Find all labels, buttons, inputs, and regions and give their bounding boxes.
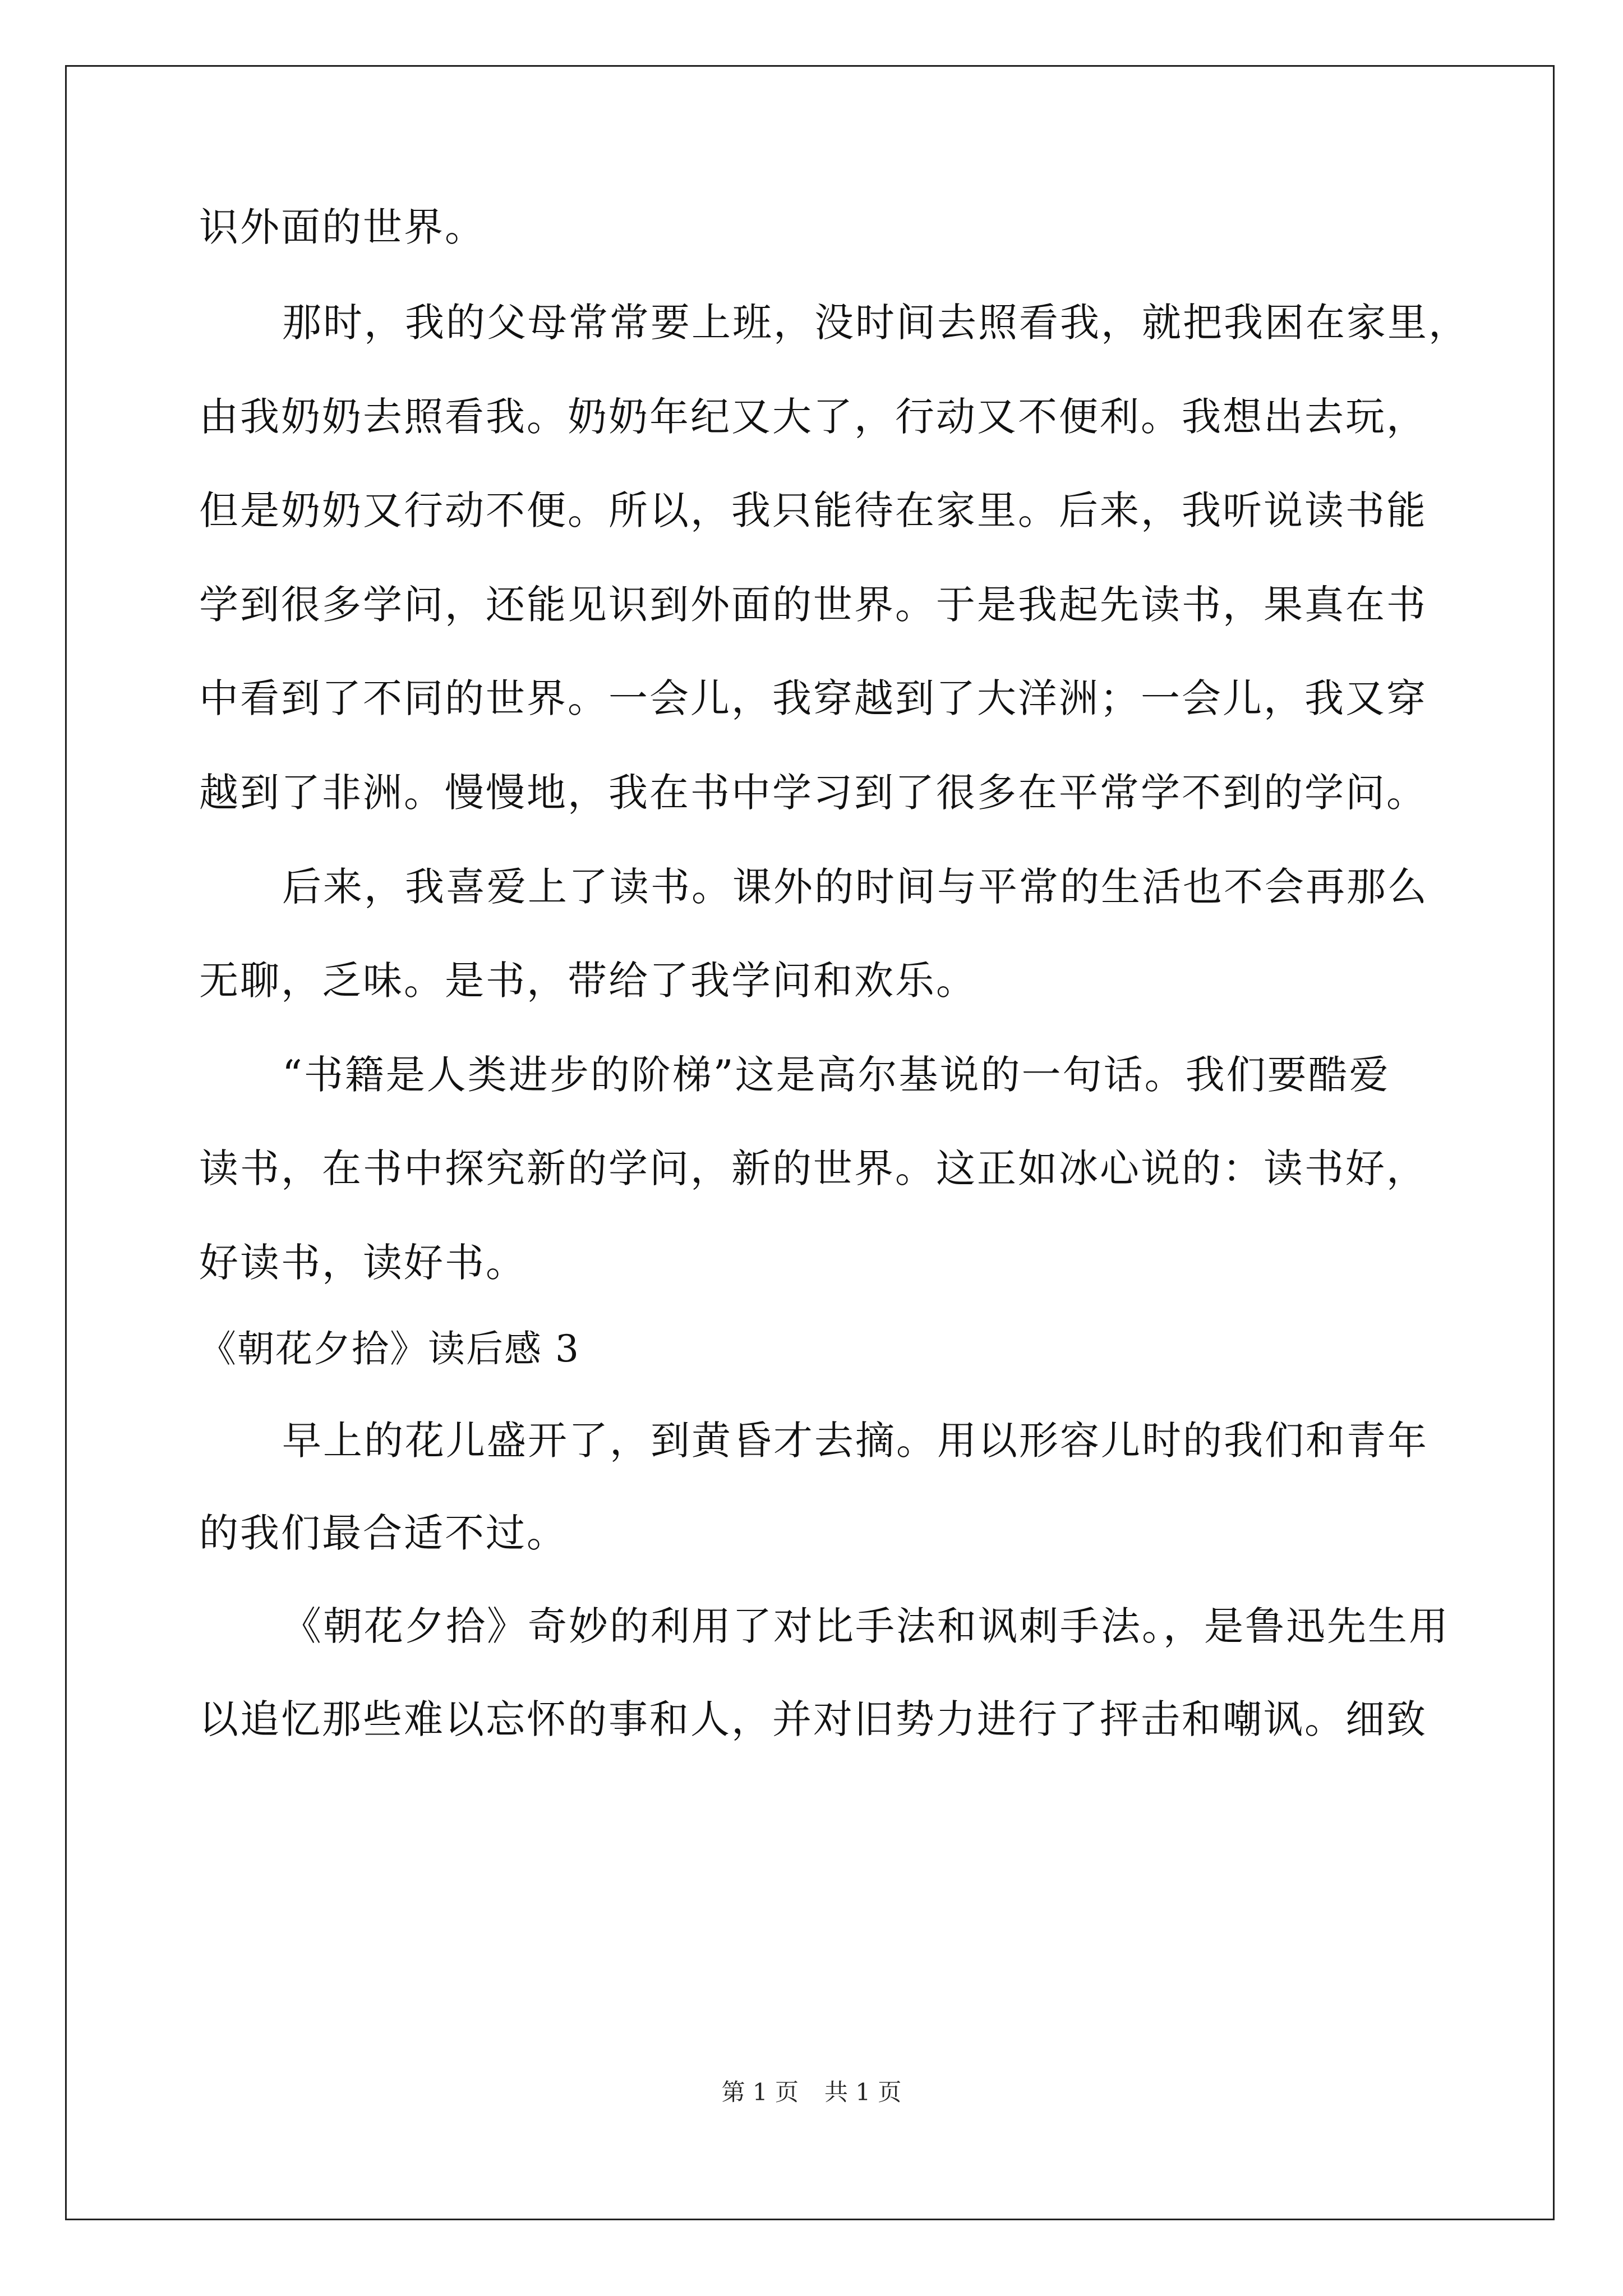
paragraph-line: 的我们最合适不过。 bbox=[199, 1510, 568, 1556]
paragraph-line: 那时，我的父母常常要上班，没时间去照看我，就把我困在家里， bbox=[282, 300, 1469, 346]
paragraph-line: 早上的花儿盛开了，到黄昏才去摘。用以形容儿时的我们和青年 bbox=[282, 1418, 1428, 1464]
paragraph-line: 后来，我喜爱上了读书。课外的时间与平常的生活也不会再那么 bbox=[282, 864, 1428, 910]
paragraph-line: 好读书，读好书。 bbox=[199, 1240, 527, 1286]
paragraph-line: 识外面的世界。 bbox=[199, 204, 486, 250]
page-footer bbox=[0, 2076, 1623, 2109]
paragraph-line: 无聊，乏味。是书，带给了我学问和欢乐。 bbox=[199, 958, 977, 1004]
paragraph-line: 读书，在书中探究新的学问，新的世界。这正如冰心说的：读书好， bbox=[199, 1145, 1427, 1191]
paragraph-line: 中看到了不同的世界。一会儿，我穿越到了大洋洲；一会儿，我又穿 bbox=[199, 675, 1427, 721]
paragraph-line: 学到很多学问，还能见识到外面的世界。于是我起先读书，果真在书 bbox=[199, 582, 1427, 628]
page-border bbox=[65, 65, 1555, 2220]
paragraph-line: 越到了非洲。慢慢地，我在书中学习到了很多在平常学不到的学问。 bbox=[199, 770, 1427, 816]
paragraph-line: “书籍是人类进步的阶梯”这是高尔基说的一句话。我们要酷爱 bbox=[282, 1052, 1390, 1098]
page-total: 共 1 页 bbox=[824, 2078, 902, 2106]
page-number: 第 1 页 bbox=[721, 2078, 799, 2106]
section-heading: 《朝花夕拾》读后感 3 bbox=[199, 1327, 580, 1370]
paragraph-line: 由我奶奶去照看我。奶奶年纪又大了，行动又不便利。我想出去玩， bbox=[199, 394, 1427, 440]
paragraph-line: 《朝花夕拾》奇妙的利用了对比手法和讽刺手法。，是鲁迅先生用 bbox=[282, 1603, 1450, 1649]
paragraph-line: 但是奶奶又行动不便。所以，我只能待在家里。后来，我听说读书能 bbox=[199, 487, 1427, 533]
paragraph-line: 以追忆那些难以忘怀的事和人，并对旧势力进行了抨击和嘲讽。细致 bbox=[199, 1696, 1427, 1742]
